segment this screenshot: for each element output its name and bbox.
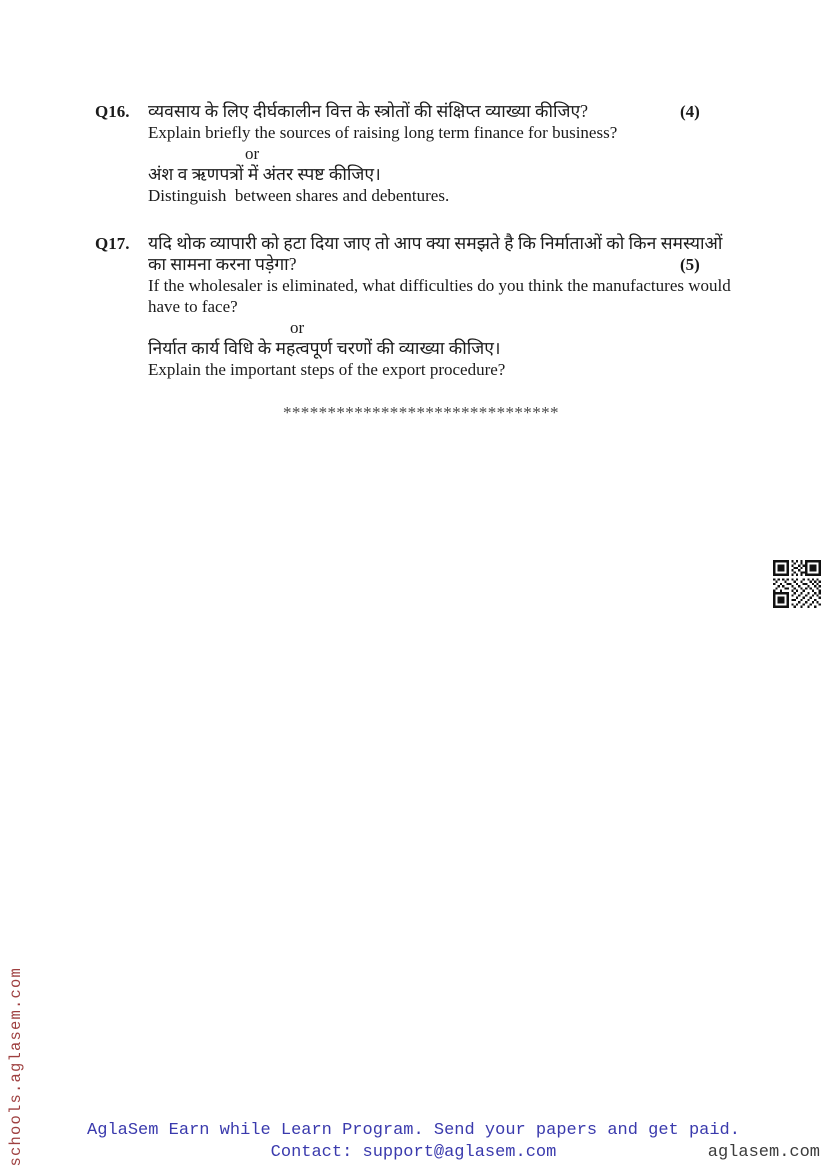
question-17-english-line2: have to face? [148, 297, 238, 316]
question-16-hindi-line1: व्यवसाय के लिए दीर्घकालीन वित्त के स्त्रोतों की संक्षिप्त व्याख्या कीजिए? [148, 101, 588, 121]
question-16 [95, 101, 755, 206]
question-17-english-line3: Explain the important steps of the export procedure? [148, 360, 506, 379]
side-watermark: schools.aglasem.com [7, 967, 25, 1167]
question-16-or: or [245, 144, 260, 163]
footer [0, 1120, 827, 1163]
question-17-marks: (5) [680, 255, 700, 274]
question-16-english-line1: Explain briefly the sources of raising long term finance for business? [148, 123, 618, 142]
question-17-or: or [290, 318, 305, 337]
qr-code-icon [772, 560, 822, 608]
question-17-number: Q17. [95, 234, 130, 253]
question-17 [95, 233, 755, 380]
question-17-hindi-line2: का सामना करना पड़ेगा? [148, 254, 297, 274]
footer-contact-email: Contact: support@aglasem.com [270, 1143, 557, 1162]
question-16-marks: (4) [680, 102, 700, 121]
question-17-hindi-line3: निर्यात कार्य विधि के महत्वपूर्ण चरणों की व्याख्या कीजिए। [148, 338, 501, 358]
footer-site-link: aglasem.com [707, 1143, 820, 1162]
question-16-english-line2: Distinguish between shares and debentures. [148, 186, 450, 205]
question-16-hindi-line2: अंश व ऋणपत्रों में अंतर स्पष्ट कीजिए। [148, 164, 381, 184]
question-17-hindi-line1: यदि थोक व्यापारी को हटा दिया जाए तो आप क्या समझते है कि निर्माताओं को किन समस्याओं [148, 233, 723, 253]
footer-program-text: AglaSem Earn while Learn Program. Send your papers and get paid. [87, 1121, 740, 1140]
end-of-paper-separator: ******************************* [283, 403, 559, 422]
question-16-number: Q16. [95, 102, 130, 121]
question-17-english-line1: If the wholesaler is eliminated, what difficulties do you think the manufactures would [148, 276, 731, 295]
